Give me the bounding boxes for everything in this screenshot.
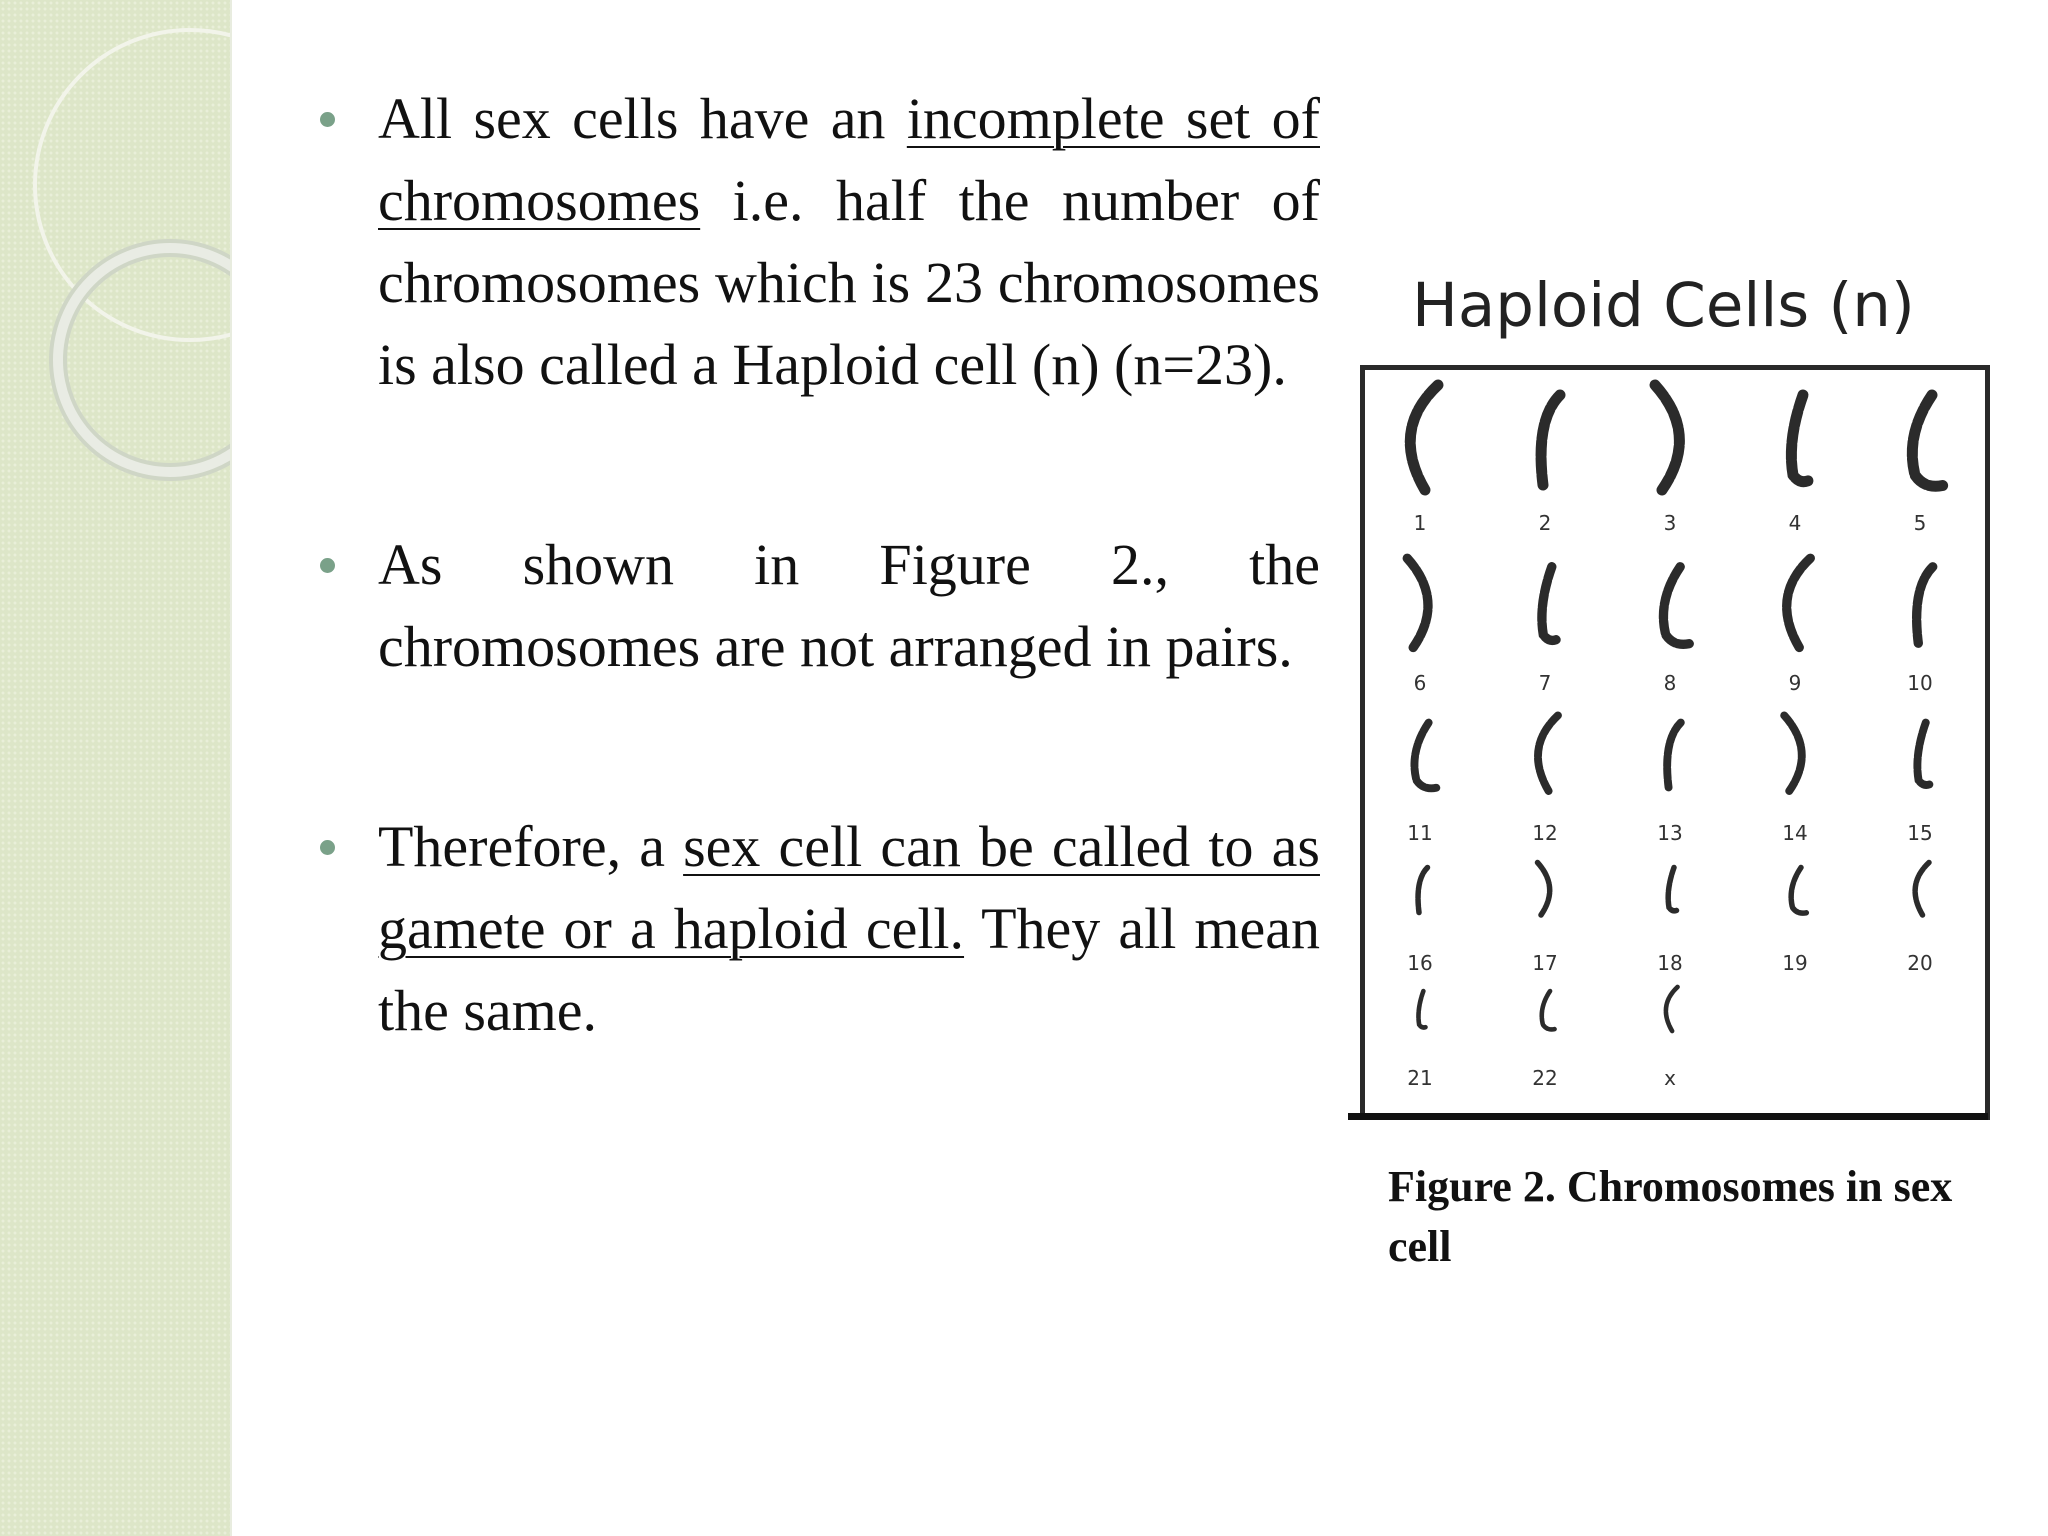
- chromosome-label-8: 8: [1663, 671, 1677, 695]
- chromosome-1: [1410, 385, 1438, 490]
- chromosome-19: [1791, 868, 1807, 914]
- bullet-list: [320, 78, 1320, 1052]
- chromosome-label-19: 19: [1782, 951, 1808, 975]
- chromosome-12: [1538, 715, 1558, 791]
- chromosome-label-5: 5: [1913, 511, 1927, 535]
- bullet-3-text-a: Therefore, a: [378, 814, 684, 879]
- chromosome-20: [1915, 863, 1929, 916]
- bullet-item-3: [320, 806, 1320, 1052]
- bullet-2-text: As shown in Figure 2., the chromosomes are not arranged in pairs.: [378, 532, 1320, 679]
- bullet-3-text-b: They all mean the same.: [378, 896, 1320, 1043]
- chromosome-18: [1668, 868, 1677, 911]
- chromosome-label-1: 1: [1413, 511, 1427, 535]
- karyotype-base-line: [1348, 1113, 1988, 1120]
- chromosome-4: [1791, 395, 1810, 482]
- chromosome-11: [1414, 723, 1438, 789]
- bullet-1-text-b: i.e. half the number of chromosomes which is 23 chromosomes is also called a Haploid cell (n) (n=23).: [378, 168, 1320, 397]
- chromosome-15: [1917, 723, 1930, 785]
- chromosome-14: [1784, 715, 1802, 791]
- chromosome-label-6: 6: [1413, 671, 1427, 695]
- chromosome-label-15: 15: [1907, 821, 1933, 845]
- chromosome-label-14: 14: [1782, 821, 1808, 845]
- chromosome-16: [1418, 868, 1427, 913]
- chromosome-x: [1666, 987, 1678, 1031]
- bullet-item-2: [320, 524, 1320, 688]
- chromosome-label-12: 12: [1532, 821, 1558, 845]
- chromosome-6: [1407, 558, 1428, 647]
- chromosome-2: [1541, 395, 1560, 485]
- chromosome-label-2: 2: [1538, 511, 1552, 535]
- chromosome-7: [1542, 567, 1558, 641]
- chromosome-label-3: 3: [1663, 511, 1677, 535]
- chromosome-label-7: 7: [1538, 671, 1552, 695]
- chromosome-8: [1663, 567, 1691, 645]
- karyotype-image: [1360, 365, 1990, 1120]
- chromosome-3: [1655, 385, 1679, 490]
- bullet-3-underlined: sex cell can be called to as gamete or a haploid cell.: [378, 814, 1320, 961]
- bullet-dot-icon: [320, 558, 335, 573]
- chromosome-17: [1538, 863, 1550, 916]
- karyotype-drawing: [1365, 370, 1985, 1115]
- chromosome-label-13: 13: [1657, 821, 1683, 845]
- bullet-1-text-a: All sex cells have an: [378, 86, 907, 151]
- chromosome-label-21: 21: [1407, 1066, 1433, 1090]
- chromosome-label-18: 18: [1657, 951, 1683, 975]
- chromosome-label-10: 10: [1907, 671, 1933, 695]
- chromosome-13: [1667, 723, 1681, 788]
- chromosome-label-20: 20: [1907, 951, 1933, 975]
- chromosome-5: [1912, 395, 1945, 486]
- chromosome-label-16: 16: [1407, 951, 1433, 975]
- figure-title: Haploid Cells (n): [1412, 270, 1915, 341]
- chromosome-label-11: 11: [1407, 821, 1433, 845]
- chromosome-label-17: 17: [1532, 951, 1558, 975]
- chromosome-label-x: x: [1664, 1066, 1676, 1090]
- chromosome-label-9: 9: [1788, 671, 1802, 695]
- chromosome-21: [1418, 991, 1426, 1027]
- bullet-item-1: [320, 78, 1320, 406]
- chromosome-label-22: 22: [1532, 1066, 1558, 1090]
- chromosome-9: [1787, 558, 1811, 647]
- decorative-side-strip: [0, 0, 232, 1536]
- bullet-dot-icon: [320, 112, 335, 127]
- chromosome-label-4: 4: [1788, 511, 1802, 535]
- figure-caption: Figure 2. Chromosomes in sex cell: [1388, 1162, 1953, 1271]
- decorative-rings: [0, 0, 230, 1536]
- chromosome-22: [1542, 991, 1556, 1029]
- chromosome-10: [1917, 567, 1933, 644]
- bullet-1-underlined: incomplete set of chromosomes: [378, 86, 1320, 233]
- bullet-dot-icon: [320, 840, 335, 855]
